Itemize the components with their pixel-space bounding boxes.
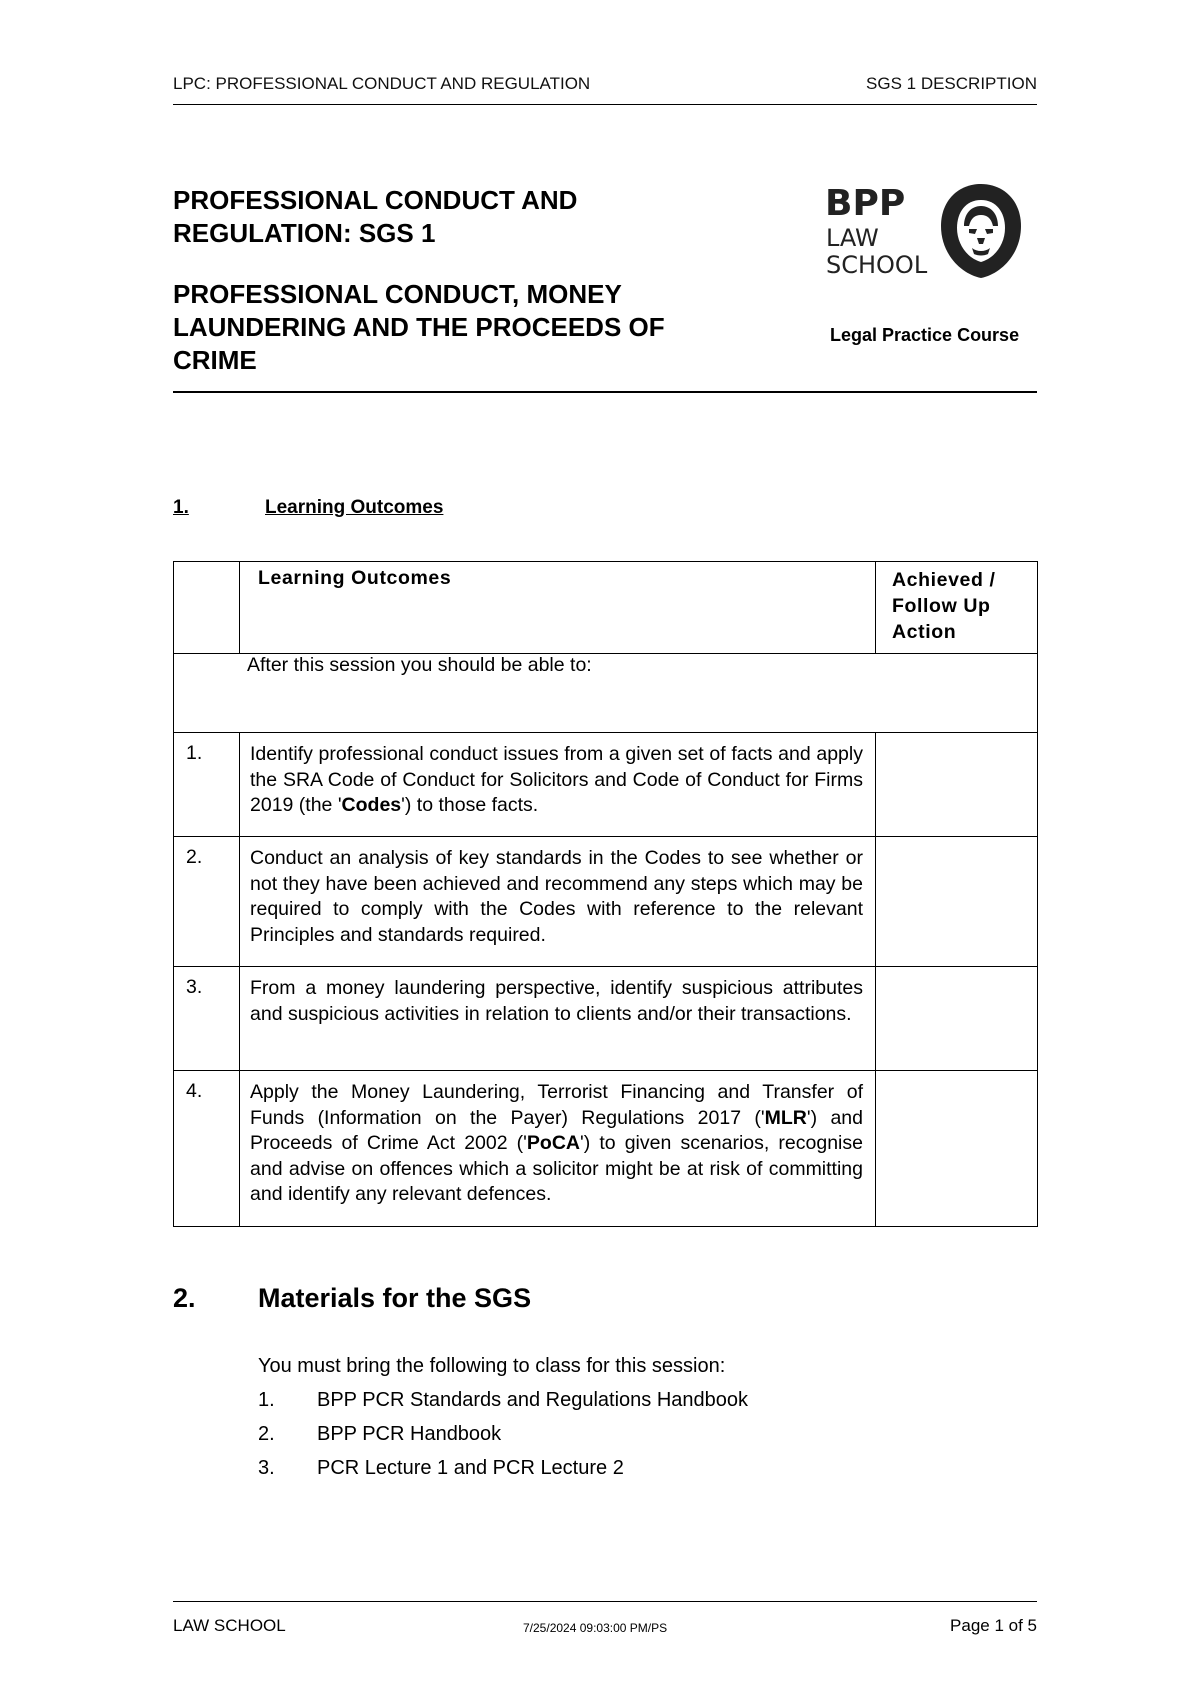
logo-law: LAW bbox=[826, 224, 879, 252]
page-number: Page 1 of 5 bbox=[950, 1616, 1037, 1635]
table-row bbox=[174, 1071, 1038, 1227]
outcome-text-part: Identify professional conduct issues from a given set of facts and apply the SRA Code of Conduct for Solicitors and Code of Conduct for Firms 2019 (the ' bbox=[250, 743, 863, 816]
row-outcome-text bbox=[240, 1071, 876, 1227]
row-number: 3. bbox=[174, 967, 240, 1071]
header-right-text: SGS 1 DESCRIPTION bbox=[866, 74, 1037, 93]
table-header-outcomes: Learning Outcomes bbox=[240, 562, 876, 654]
row-number: 2. bbox=[174, 837, 240, 967]
header-rule bbox=[173, 104, 1037, 105]
table-row bbox=[174, 967, 1038, 1071]
table-header-blank bbox=[174, 562, 240, 654]
list-item-text: PCR Lecture 1 and PCR Lecture 2 bbox=[317, 1457, 624, 1479]
course-label: Legal Practice Course bbox=[830, 325, 1020, 345]
achieved-line-1: Achieved / bbox=[892, 569, 996, 591]
outcome-defined-term: MLR bbox=[764, 1106, 807, 1129]
footer-left-text: LAW SCHOOL bbox=[173, 1616, 286, 1635]
logo-brand: BPP bbox=[825, 183, 906, 224]
outcome-text-part: ') to given scenarios, recognise and advise on offences which a solicitor might be at risk of committing and identify any relevant defences. bbox=[250, 1132, 863, 1205]
table-row bbox=[174, 837, 1038, 967]
section-2-title: Materials for the SGS bbox=[258, 1283, 532, 1313]
subtitle-line-1: PROFESSIONAL CONDUCT, MONEY bbox=[173, 279, 622, 309]
outcome-text-part: Apply the Money Laundering, Terrorist Financing and Transfer of Funds (Information on the Payer) Regulations 2017 (' bbox=[250, 1081, 863, 1129]
outcome-defined-term: PoCA bbox=[526, 1132, 580, 1154]
row-achieved-cell[interactable] bbox=[876, 967, 1038, 1071]
row-achieved-cell[interactable] bbox=[876, 1071, 1038, 1227]
row-number: 4. bbox=[174, 1071, 240, 1227]
title-rule bbox=[173, 391, 1037, 393]
row-outcome-text: From a money laundering perspective, identify suspicious attributes and suspicious activities in relation to clients and/or their transactions. bbox=[240, 967, 876, 1071]
row-outcome-text: Conduct an analysis of key standards in the Codes to see whether or not they have been achieved and recommend any steps which may be required to comply with the Codes with reference to the relevant Principles and standards required. bbox=[240, 837, 876, 967]
section-1-heading bbox=[173, 497, 444, 519]
outcome-text-part: ') to those facts. bbox=[401, 794, 539, 816]
list-item-text: BPP PCR Standards and Regulations Handbook bbox=[317, 1389, 749, 1411]
list-item bbox=[258, 1423, 501, 1446]
running-header bbox=[173, 70, 1037, 100]
footer-rule bbox=[173, 1601, 1037, 1602]
list-item bbox=[258, 1389, 748, 1412]
document-title bbox=[173, 184, 733, 250]
table-header-row bbox=[174, 562, 1038, 654]
bpp-law-school-logo bbox=[823, 180, 1023, 290]
list-item-text: BPP PCR Handbook bbox=[317, 1423, 502, 1445]
title-line-1: PROFESSIONAL CONDUCT AND bbox=[173, 185, 578, 215]
table-intro-text: After this session you should be able to: bbox=[174, 654, 1038, 733]
learning-outcomes-table bbox=[173, 561, 1038, 1227]
lion-head-icon bbox=[941, 184, 1021, 278]
row-achieved-cell[interactable] bbox=[876, 837, 1038, 967]
list-item-number: 3. bbox=[258, 1457, 275, 1479]
section-2-number: 2. bbox=[173, 1283, 196, 1313]
table-intro-row bbox=[174, 654, 1038, 733]
outcome-text-part: ') and Proceeds of Crime Act 2002 (' bbox=[250, 1106, 863, 1154]
row-number: 1. bbox=[174, 733, 240, 837]
header-left-text: LPC: PROFESSIONAL CONDUCT AND REGULATION bbox=[173, 74, 591, 93]
footer-timestamp: 7/25/2024 09:03:00 PM/PS bbox=[523, 1621, 668, 1635]
materials-intro: You must bring the following to class for this session: bbox=[258, 1355, 726, 1377]
subtitle-line-3: CRIME bbox=[173, 345, 257, 375]
outcome-defined-term: Codes bbox=[341, 794, 402, 816]
list-item-number: 2. bbox=[258, 1423, 275, 1445]
row-achieved-cell[interactable] bbox=[876, 733, 1038, 837]
section-1-number: 1. bbox=[173, 497, 189, 518]
title-line-2: REGULATION: SGS 1 bbox=[173, 218, 436, 248]
achieved-line-3: Action bbox=[892, 621, 957, 643]
subtitle-line-2: LAUNDERING AND THE PROCEEDS OF bbox=[173, 312, 665, 342]
row-outcome-text bbox=[240, 733, 876, 837]
list-item bbox=[258, 1457, 624, 1480]
document-subtitle bbox=[173, 278, 733, 377]
table-header-achieved bbox=[876, 562, 1038, 654]
logo-school: SCHOOL bbox=[826, 251, 928, 279]
section-1-title: Learning Outcomes bbox=[265, 497, 444, 518]
list-item-number: 1. bbox=[258, 1389, 275, 1411]
achieved-line-2: Follow Up bbox=[892, 595, 991, 617]
table-row bbox=[174, 733, 1038, 837]
